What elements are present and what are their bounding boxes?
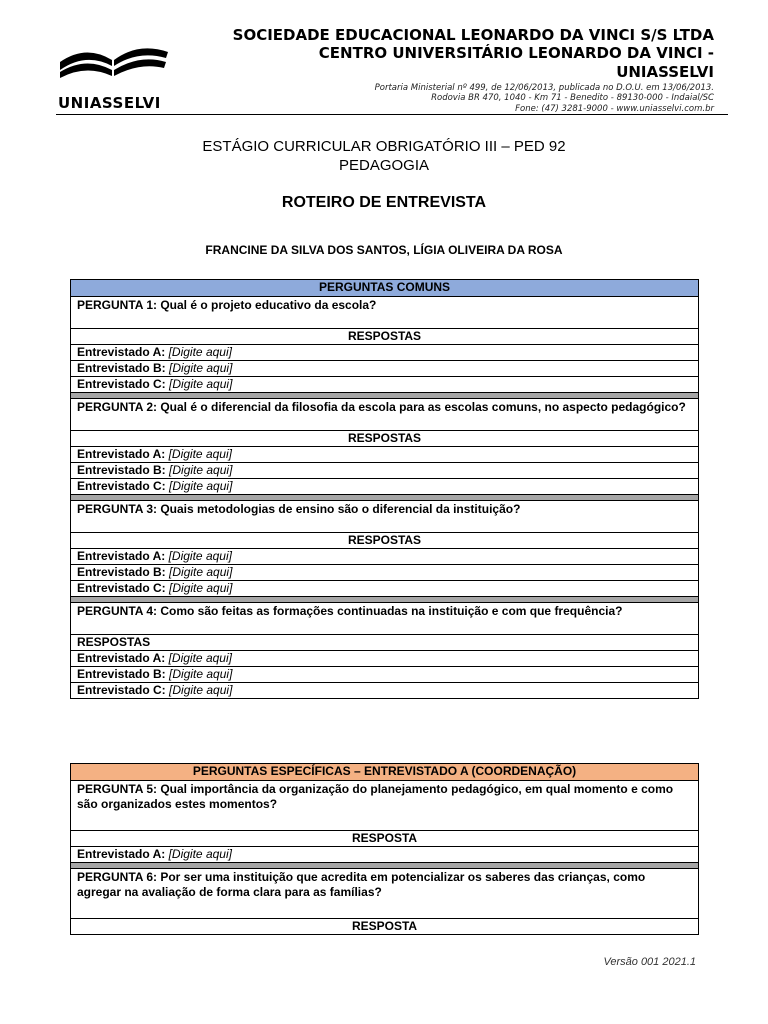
- answer-placeholder: [Digite aqui]: [169, 683, 233, 697]
- document-title: ROTEIRO DE ENTREVISTA: [281, 194, 487, 211]
- header-divider: [56, 114, 728, 115]
- table-header: PERGUNTAS COMUNS: [71, 280, 699, 297]
- answer-placeholder: [Digite aqui]: [169, 361, 233, 375]
- responses-label: RESPOSTAS: [71, 431, 699, 447]
- responses-label: RESPOSTAS: [71, 533, 699, 549]
- answer-placeholder: [Digite aqui]: [169, 581, 233, 595]
- specific-questions-table: [70, 763, 699, 935]
- book-wings-icon: [58, 40, 170, 80]
- question-4: PERGUNTA 4: Como são feitas as formações continuadas na instituição e com que frequência?: [71, 603, 699, 635]
- contact-info: Fone: (47) 3281-9000 - www.uniasselvi.com.br: [515, 104, 714, 114]
- address-info: Rodovia BR 470, 1040 - Km 71 - Benedito - 89130-000 - Indaial/SC: [431, 93, 714, 103]
- ordinance-info: Portaria Ministerial nº 499, de 12/06/2013, publicada no D.O.U. em 13/06/2013.: [374, 83, 714, 93]
- answer-placeholder: [Digite aqui]: [169, 565, 233, 579]
- answer-placeholder: [Digite aqui]: [168, 847, 232, 861]
- logo-text: UNIASSELVI: [58, 94, 161, 112]
- answer-row-c[interactable]: Entrevistado C: [Digite aqui]: [71, 479, 699, 495]
- answer-placeholder: [Digite aqui]: [169, 479, 233, 493]
- question-1: PERGUNTA 1: Qual é o projeto educativo da escola?: [71, 297, 699, 329]
- answer-row-b[interactable]: Entrevistado B: [Digite aqui]: [71, 463, 699, 479]
- org-name-line1: SOCIEDADE EDUCACIONAL LEONARDO DA VINCI S/S LTDA: [232, 26, 714, 44]
- answer-placeholder: [Digite aqui]: [169, 667, 233, 681]
- answer-row-c[interactable]: Entrevistado C: [Digite aqui]: [71, 683, 699, 699]
- response-label: RESPOSTA: [71, 831, 699, 847]
- answer-placeholder: [Digite aqui]: [169, 377, 233, 391]
- answer-placeholder: [Digite aqui]: [168, 651, 232, 665]
- responses-label: RESPOSTAS: [71, 329, 699, 345]
- question-6: PERGUNTA 6: Por ser uma instituição que acredita em potencializar os saberes das crianças, como agregar na avaliação de forma clara para as famílias?: [71, 869, 699, 919]
- answer-row-c[interactable]: Entrevistado C: [Digite aqui]: [71, 581, 699, 597]
- answer-row-a[interactable]: Entrevistado A: [Digite aqui]: [71, 549, 699, 565]
- version-label: Versão 001 2021.1: [603, 956, 696, 968]
- answer-row-a[interactable]: Entrevistado A: [Digite aqui]: [71, 447, 699, 463]
- common-questions-table: [70, 279, 699, 699]
- responses-label: RESPOSTAS: [71, 635, 699, 651]
- document-header: [56, 26, 716, 114]
- answer-row-a[interactable]: Entrevistado A: [Digite aqui]: [71, 847, 699, 863]
- response-label: RESPOSTA: [71, 919, 699, 935]
- org-name-line2: CENTRO UNIVERSITÁRIO LEONARDO DA VINCI -: [318, 44, 714, 62]
- uniasselvi-logo: [56, 40, 171, 110]
- answer-row-b[interactable]: Entrevistado B: [Digite aqui]: [71, 361, 699, 377]
- answer-row-c[interactable]: Entrevistado C: [Digite aqui]: [71, 377, 699, 393]
- course-title: ESTÁGIO CURRICULAR OBRIGATÓRIO III – PED 92: [202, 138, 566, 155]
- question-5: PERGUNTA 5: Qual importância da organização do planejamento pedagógico, em qual momento e como são organizados estes momentos?: [71, 781, 699, 831]
- question-2: PERGUNTA 2: Qual é o diferencial da filosofia da escola para as escolas comuns, no aspecto pedagógico?: [71, 399, 699, 431]
- answer-placeholder: [Digite aqui]: [169, 463, 233, 477]
- answer-placeholder: [Digite aqui]: [168, 549, 232, 563]
- answer-placeholder: [Digite aqui]: [168, 447, 232, 461]
- course-subtitle: PEDAGOGIA: [338, 157, 430, 174]
- authors: FRANCINE DA SILVA DOS SANTOS, LÍGIA OLIVEIRA DA ROSA: [205, 243, 563, 257]
- table-header: PERGUNTAS ESPECÍFICAS – ENTREVISTADO A (COORDENAÇÃO): [71, 764, 699, 781]
- answer-row-b[interactable]: Entrevistado B: [Digite aqui]: [71, 667, 699, 683]
- answer-placeholder: [Digite aqui]: [168, 345, 232, 359]
- question-3: PERGUNTA 3: Quais metodologias de ensino são o diferencial da instituição?: [71, 501, 699, 533]
- answer-row-a[interactable]: Entrevistado A: [Digite aqui]: [71, 345, 699, 361]
- answer-row-b[interactable]: Entrevistado B: [Digite aqui]: [71, 565, 699, 581]
- answer-row-a[interactable]: Entrevistado A: [Digite aqui]: [71, 651, 699, 667]
- org-name-line3: UNIASSELVI: [616, 63, 714, 81]
